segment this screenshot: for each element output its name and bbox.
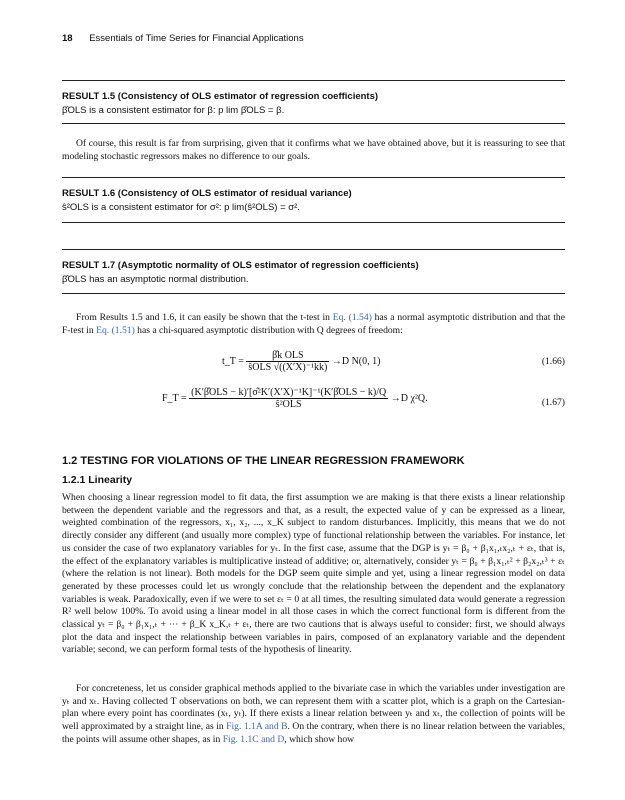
result-1-6-statement: ŝ²OLS is a consistent estimator for σ²: p lim(ŝ²OLS) = σ².: [62, 202, 300, 213]
paragraph-1-text: Of course, this result is far from surprising, given that it confirms what we have obtained above, but it is reassuring to see that modeling stochastic regressors makes no difference to our goals.: [62, 138, 565, 162]
paragraph-4-text-b: . On the contrary, when there is no linear relation between the variables, the points will assume other shapes, as in: [62, 721, 565, 745]
result-1-7-title: RESULT 1.7 (Asymptotic normality of OLS estimator of regression coefficients): [62, 260, 419, 271]
paragraph-4-text-c: , which show how: [284, 733, 355, 745]
fig-1-1cd-link[interactable]: Fig. 1.1C and D: [222, 733, 285, 745]
page-number: 18: [62, 33, 73, 44]
eq-1-54-link[interactable]: Eq. (1.54): [332, 312, 372, 323]
equation-1-67: [62, 383, 565, 423]
equation-1-66: [62, 344, 565, 380]
result-1-5-box: [62, 80, 565, 124]
eq-1-51-link[interactable]: Eq. (1.51): [96, 324, 135, 336]
section-heading: 1.2 TESTING FOR VIOLATIONS OF THE LINEAR REGRESSION FRAMEWORK: [62, 455, 465, 467]
paragraph-2-text-c: has a chi-squared asymptotic distribution with Q degrees of freedom:: [134, 324, 403, 336]
result-1-7-statement: β̂OLS has an asymptotic normal distribution.: [62, 274, 249, 285]
eq-1-66-numerator: β̂k OLS: [246, 350, 329, 362]
result-1-6-box: [62, 177, 565, 223]
paragraph-2: [62, 312, 565, 337]
result-1-6-title: RESULT 1.6 (Consistency of OLS estimator of residual variance): [62, 188, 352, 199]
eq-1-67-rhs: →D χ²Q.: [390, 392, 428, 404]
result-1-5-title: RESULT 1.5 (Consistency of OLS estimator of regression coefficients): [62, 91, 379, 102]
paragraph-4: [62, 683, 565, 747]
eq-1-67-denominator: ŝ²OLS: [275, 399, 302, 410]
running-title: Essentials of Time Series for Financial Applications: [89, 33, 304, 44]
eq-1-67-numerator: (K′β̂OLS − k)′[σ̂²K′(X′X)⁻¹K]⁻¹(K′β̂OLS − k)/Q: [191, 387, 387, 398]
paragraph-3: [62, 492, 565, 657]
eq-1-67-fraction: [189, 387, 388, 410]
paragraph-3-text: When choosing a linear regression model to fit data, the first assumption we are making is that there exists a linear relationship between the dependent variable and the regressors and that, as a result, the expected value of y can be expressed as a linear, weighted combination of the regressors, x₁, x₂, ..., x_K subject to random disturbances. Implicitly, this means that we do not directly consider any different (and usually more complex) type of functional relationship between the variables. For instance, let us consider the case of two explanatory variables for yₜ. In the first case, assume that the DGP is yₜ = β₀ + β₁x₁,ₜx₂,ₜ + εₜ, that is, the effect of the explanatory variables is multiplicative instead of additive; or, alternatively, consider yₜ = β₀ + β₁x₁,ₜ² + β₂x₂,ₜ³ + εₜ (where the relation is not linear). Both models for the DGP seem quite simple and yet, using a linear regression model on data generated by these processes could let us wrongly conclude that the relationship between the dependent and the explanatory variables is weak. Paradoxically, even if we were to set εₜ = 0 at all times, the resulting simulated data would generate a regression R² well below 100%. To avoid using a linear model in all those cases in which the correct functional form is different from the classical yₜ = β₀ + β₁x₁,ₜ + ⋯ + β_K x_K,ₜ + εₜ, there are two cautions that is always useful to consider: first, we should always plot the data and inspect the relationship between variables in pairs, composed of an explanatory variable and the dependent variable; second, we can perform formal tests of the hypothesis of linearity.: [62, 492, 565, 656]
paragraph-2-text-a: From Results 1.5 and 1.6, it can easily be shown that the t-test in: [76, 312, 333, 323]
eq-1-66-fraction: [246, 350, 329, 373]
eq-1-66-denominator: ŝOLS √((X′X)⁻¹kk): [248, 362, 328, 373]
running-header: [62, 33, 304, 44]
result-1-7-box: [62, 249, 565, 294]
subsection-heading: 1.2.1 Linearity: [62, 474, 133, 486]
paragraph-2-text-b: has a normal asymptotic distribution and that the F-test in: [62, 312, 565, 336]
eq-1-66-number: (1.66): [541, 356, 565, 367]
eq-1-66-rhs: →D N(0, 1): [331, 355, 381, 367]
paragraph-4-text-a: For concreteness, let us consider graphical methods applied to the bivariate case in which the variables under investigation are yₜ and xₜ. Having collected T observations on both, we can represent them with a scatter plot, which is a graph on the Cartesian-plan where every point has coordinates (xₜ, yₜ). If there exists a linear relation between yₜ and xₜ, the collection of points will be well approximated by a straight line, as in: [62, 683, 565, 733]
eq-1-67-lhs: F_T =: [162, 392, 187, 404]
result-1-5-statement: β̂OLS is a consistent estimator for β: p lim β̂OLS = β.: [62, 105, 285, 116]
fig-1-1ab-link[interactable]: Fig. 1.1A and B: [226, 721, 288, 733]
eq-1-67-number: (1.67): [541, 397, 565, 408]
paragraph-1: [62, 138, 565, 163]
eq-1-66-lhs: t_T =: [222, 355, 244, 367]
